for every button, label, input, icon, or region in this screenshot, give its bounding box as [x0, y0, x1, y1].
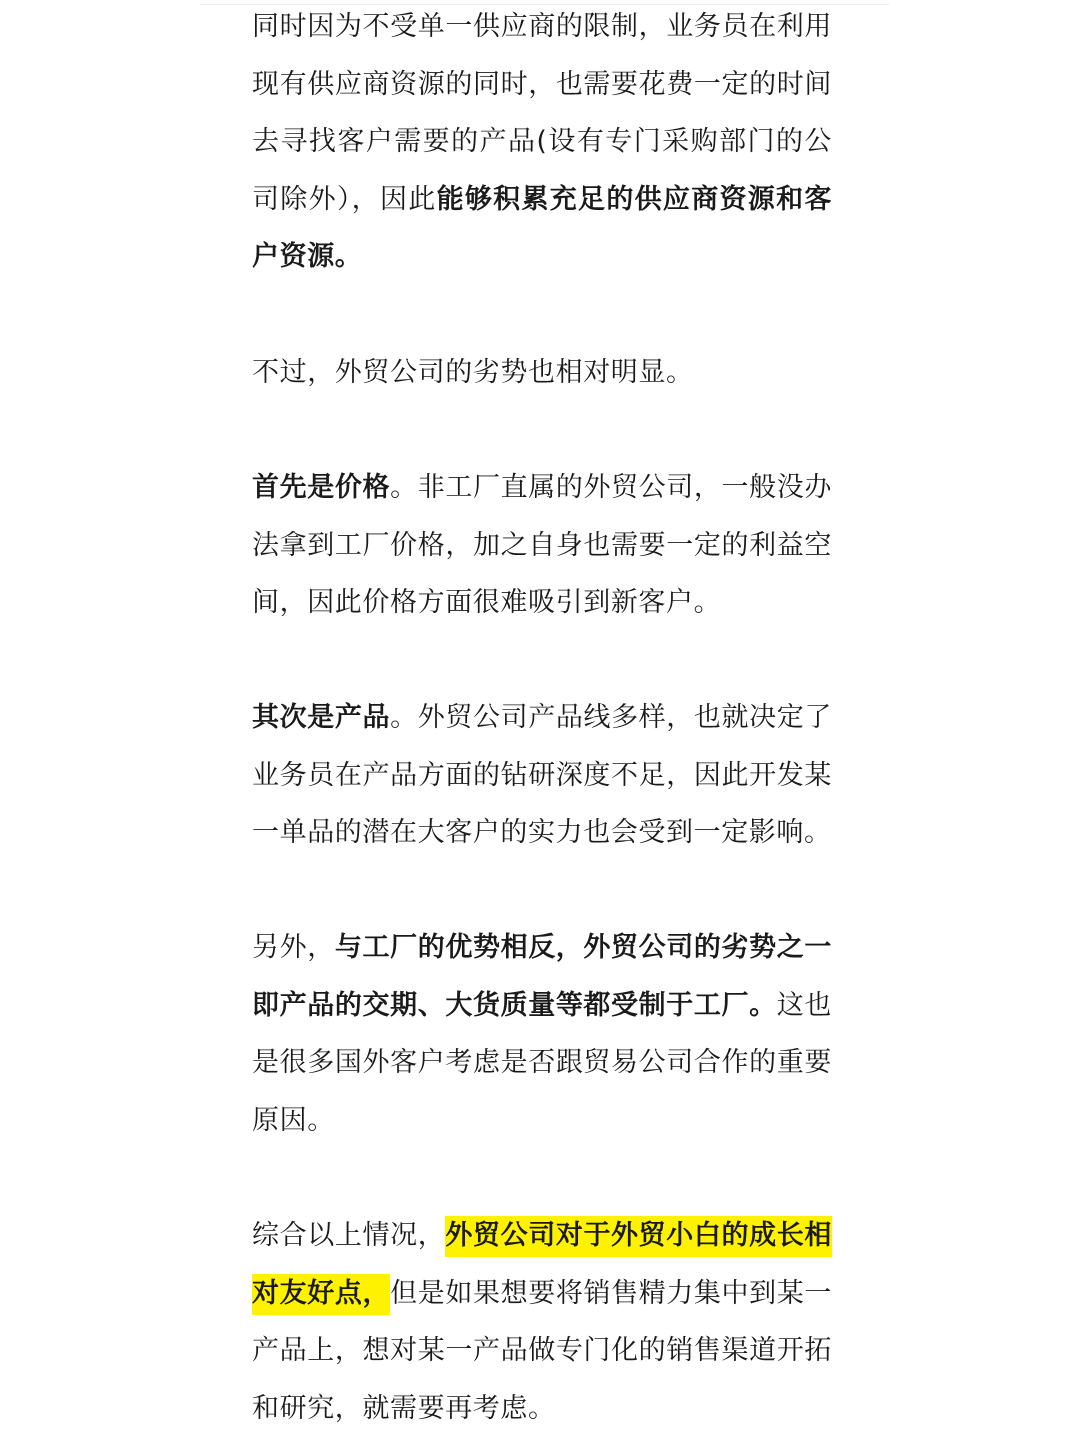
paragraph-disadvantages-intro: [252, 344, 832, 402]
paragraph-text: 不过，外贸公司的劣势也相对明显。: [252, 357, 694, 388]
paragraph-conclusion: [252, 1207, 832, 1437]
paragraph-factory-dependence: [252, 919, 832, 1149]
paragraph-text: 。外贸公司产品线多样，也就决定了业务员在产品方面的钻研深度不足，因此开发某一单品的潜在大客户的实力也会受到一定影响。: [252, 702, 833, 849]
paragraph-text: 这也是很多国外客户考虑是否跟贸易公司合作的重要原因。: [252, 989, 833, 1136]
bold-text: 其次是产品: [252, 702, 391, 733]
paragraph-text: 同时因为不受单一供应商的限制，业务员在利用现有供应商资源的同时，也需要花费一定的时间去寻找客户需要的产品(设有专门采购部门的公司除外），因此: [252, 11, 832, 215]
paragraph-supplier-resources: [252, 0, 832, 286]
highlighted-text: 外贸公司对于外贸小白的成长相对友好点，: [252, 1216, 832, 1315]
paragraph-text: 另外，: [252, 932, 335, 963]
bold-text: 与工厂的优势相反，外贸公司的劣势之一即产品的交期、大货质量等都受制于工厂。: [252, 932, 832, 1021]
paragraph-text: 。非工厂直属的外贸公司，一般没办法拿到工厂价格，加之自身也需要一定的利益空间，因此价格方面很难吸引到新客户。: [252, 472, 833, 619]
paragraph-text: 但是如果想要将销售精力集中到某一产品上，想对某一产品做专门化的销售渠道开拓和研究，就需要再考虑。: [252, 1277, 833, 1424]
paragraph-text: 综合以上情况，: [252, 1220, 446, 1251]
paragraph-product: [252, 689, 832, 862]
paragraph-price: [252, 459, 832, 632]
bold-text: 首先是价格: [252, 472, 391, 503]
bold-text: 能够积累充足的供应商资源和客户资源。: [252, 183, 832, 273]
